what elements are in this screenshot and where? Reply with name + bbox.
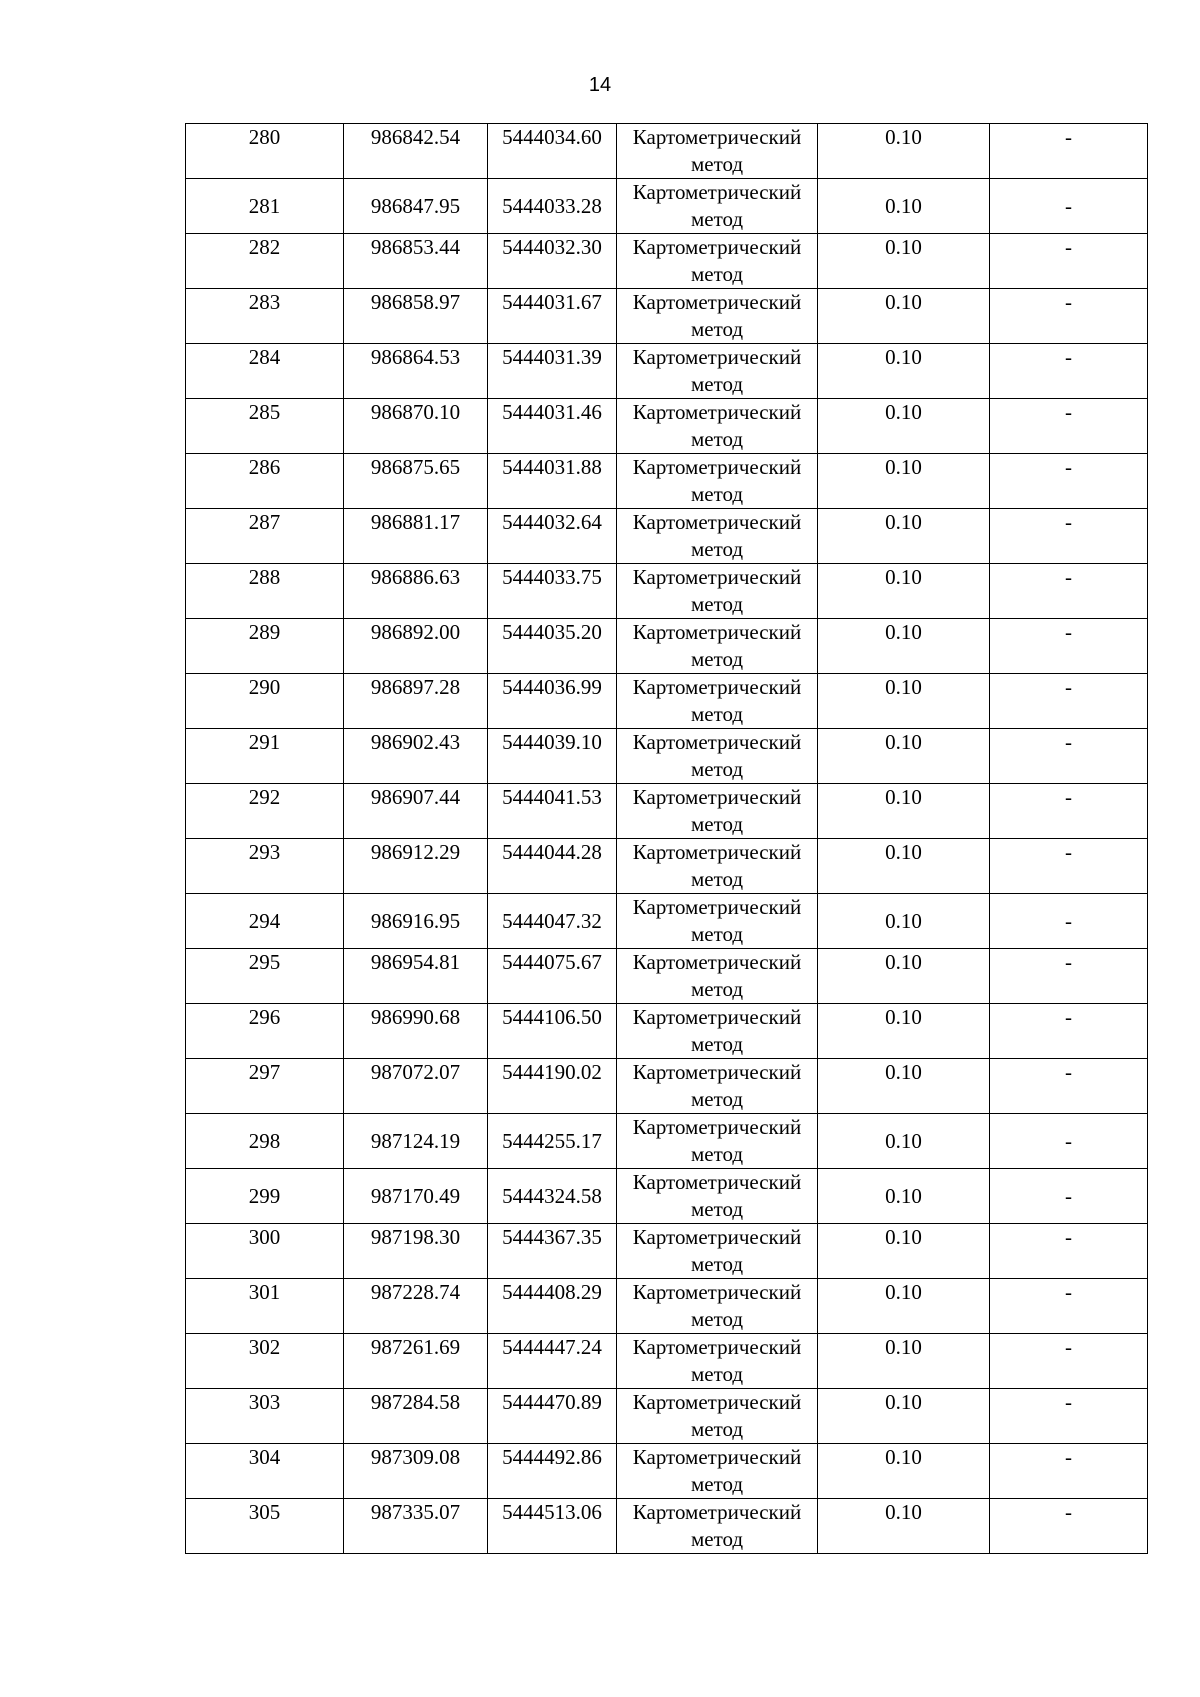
precision-cell: 0.10 [818, 674, 990, 729]
table-row [186, 729, 1148, 784]
table-row [186, 1059, 1148, 1114]
note-cell: - [990, 1224, 1148, 1279]
point-number-cell: 283 [186, 289, 344, 344]
note-cell: - [990, 1169, 1148, 1224]
y-coordinate-cell: 5444047.32 [488, 894, 617, 949]
note-cell: - [990, 234, 1148, 289]
point-number-cell: 282 [186, 234, 344, 289]
table-row [186, 1499, 1148, 1554]
note-cell: - [990, 894, 1148, 949]
table-row [186, 1389, 1148, 1444]
table-row [186, 1004, 1148, 1059]
note-cell: - [990, 1334, 1148, 1389]
method-cell: Картометрический метод [617, 289, 818, 344]
method-cell: Картометрический метод [617, 1444, 818, 1499]
x-coordinate-cell: 986907.44 [344, 784, 488, 839]
precision-cell: 0.10 [818, 1334, 990, 1389]
page-number: 14 [588, 74, 612, 96]
note-cell: - [990, 1114, 1148, 1169]
y-coordinate-cell: 5444106.50 [488, 1004, 617, 1059]
method-cell: Картометрический метод [617, 1114, 818, 1169]
table-row [186, 619, 1148, 674]
method-cell: Картометрический метод [617, 344, 818, 399]
table-row [186, 674, 1148, 729]
point-number-cell: 285 [186, 399, 344, 454]
table-row [186, 564, 1148, 619]
x-coordinate-cell: 987309.08 [344, 1444, 488, 1499]
precision-cell: 0.10 [818, 894, 990, 949]
y-coordinate-cell: 5444031.46 [488, 399, 617, 454]
y-coordinate-cell: 5444035.20 [488, 619, 617, 674]
table-row [186, 509, 1148, 564]
table-row [186, 344, 1148, 399]
y-coordinate-cell: 5444470.89 [488, 1389, 617, 1444]
y-coordinate-cell: 5444044.28 [488, 839, 617, 894]
x-coordinate-cell: 986875.65 [344, 454, 488, 509]
table-row [186, 784, 1148, 839]
note-cell: - [990, 1004, 1148, 1059]
precision-cell: 0.10 [818, 179, 990, 234]
precision-cell: 0.10 [818, 454, 990, 509]
precision-cell: 0.10 [818, 949, 990, 1004]
x-coordinate-cell: 987198.30 [344, 1224, 488, 1279]
y-coordinate-cell: 5444513.06 [488, 1499, 617, 1554]
method-cell: Картометрический метод [617, 1334, 818, 1389]
method-cell: Картометрический метод [617, 1059, 818, 1114]
method-cell: Картометрический метод [617, 949, 818, 1004]
precision-cell: 0.10 [818, 1114, 990, 1169]
table-row [186, 234, 1148, 289]
precision-cell: 0.10 [818, 1389, 990, 1444]
note-cell: - [990, 399, 1148, 454]
x-coordinate-cell: 987124.19 [344, 1114, 488, 1169]
note-cell: - [990, 619, 1148, 674]
precision-cell: 0.10 [818, 289, 990, 344]
precision-cell: 0.10 [818, 399, 990, 454]
method-cell: Картометрический метод [617, 1224, 818, 1279]
note-cell: - [990, 344, 1148, 399]
x-coordinate-cell: 986853.44 [344, 234, 488, 289]
point-number-cell: 302 [186, 1334, 344, 1389]
y-coordinate-cell: 5444367.35 [488, 1224, 617, 1279]
method-cell: Картометрический метод [617, 619, 818, 674]
x-coordinate-cell: 987072.07 [344, 1059, 488, 1114]
x-coordinate-cell: 986858.97 [344, 289, 488, 344]
precision-cell: 0.10 [818, 344, 990, 399]
point-number-cell: 288 [186, 564, 344, 619]
x-coordinate-cell: 986870.10 [344, 399, 488, 454]
y-coordinate-cell: 5444036.99 [488, 674, 617, 729]
note-cell: - [990, 179, 1148, 234]
note-cell: - [990, 949, 1148, 1004]
method-cell: Картометрический метод [617, 1499, 818, 1554]
note-cell: - [990, 839, 1148, 894]
point-number-cell: 287 [186, 509, 344, 564]
point-number-cell: 293 [186, 839, 344, 894]
point-number-cell: 284 [186, 344, 344, 399]
y-coordinate-cell: 5444031.88 [488, 454, 617, 509]
point-number-cell: 295 [186, 949, 344, 1004]
x-coordinate-cell: 987228.74 [344, 1279, 488, 1334]
y-coordinate-cell: 5444031.39 [488, 344, 617, 399]
precision-cell: 0.10 [818, 1004, 990, 1059]
point-number-cell: 290 [186, 674, 344, 729]
note-cell: - [990, 674, 1148, 729]
x-coordinate-cell: 986892.00 [344, 619, 488, 674]
method-cell: Картометрический метод [617, 729, 818, 784]
x-coordinate-cell: 986916.95 [344, 894, 488, 949]
point-number-cell: 280 [186, 124, 344, 179]
method-cell: Картометрический метод [617, 1169, 818, 1224]
y-coordinate-cell: 5444492.86 [488, 1444, 617, 1499]
point-number-cell: 301 [186, 1279, 344, 1334]
precision-cell: 0.10 [818, 1444, 990, 1499]
y-coordinate-cell: 5444075.67 [488, 949, 617, 1004]
y-coordinate-cell: 5444447.24 [488, 1334, 617, 1389]
table-row [186, 1224, 1148, 1279]
point-number-cell: 289 [186, 619, 344, 674]
method-cell: Картометрический метод [617, 124, 818, 179]
x-coordinate-cell: 986990.68 [344, 1004, 488, 1059]
table-row [186, 949, 1148, 1004]
method-cell: Картометрический метод [617, 179, 818, 234]
note-cell: - [990, 1499, 1148, 1554]
note-cell: - [990, 729, 1148, 784]
precision-cell: 0.10 [818, 124, 990, 179]
note-cell: - [990, 564, 1148, 619]
x-coordinate-cell: 986881.17 [344, 509, 488, 564]
point-number-cell: 300 [186, 1224, 344, 1279]
method-cell: Картометрический метод [617, 784, 818, 839]
coordinates-table-body [186, 124, 1148, 1554]
x-coordinate-cell: 986897.28 [344, 674, 488, 729]
method-cell: Картометрический метод [617, 839, 818, 894]
x-coordinate-cell: 986886.63 [344, 564, 488, 619]
y-coordinate-cell: 5444031.67 [488, 289, 617, 344]
table-row [186, 289, 1148, 344]
precision-cell: 0.10 [818, 564, 990, 619]
x-coordinate-cell: 986842.54 [344, 124, 488, 179]
y-coordinate-cell: 5444032.30 [488, 234, 617, 289]
x-coordinate-cell: 986847.95 [344, 179, 488, 234]
note-cell: - [990, 1059, 1148, 1114]
note-cell: - [990, 1389, 1148, 1444]
precision-cell: 0.10 [818, 1059, 990, 1114]
point-number-cell: 297 [186, 1059, 344, 1114]
precision-cell: 0.10 [818, 509, 990, 564]
x-coordinate-cell: 986864.53 [344, 344, 488, 399]
table-row [186, 399, 1148, 454]
y-coordinate-cell: 5444408.29 [488, 1279, 617, 1334]
precision-cell: 0.10 [818, 619, 990, 674]
method-cell: Картометрический метод [617, 1389, 818, 1444]
point-number-cell: 298 [186, 1114, 344, 1169]
table-row [186, 894, 1148, 949]
table-row [186, 454, 1148, 509]
method-cell: Картометрический метод [617, 894, 818, 949]
table-row [186, 839, 1148, 894]
precision-cell: 0.10 [818, 1499, 990, 1554]
method-cell: Картометрический метод [617, 399, 818, 454]
y-coordinate-cell: 5444324.58 [488, 1169, 617, 1224]
point-number-cell: 305 [186, 1499, 344, 1554]
y-coordinate-cell: 5444033.28 [488, 179, 617, 234]
note-cell: - [990, 1444, 1148, 1499]
x-coordinate-cell: 987284.58 [344, 1389, 488, 1444]
point-number-cell: 281 [186, 179, 344, 234]
y-coordinate-cell: 5444255.17 [488, 1114, 617, 1169]
note-cell: - [990, 454, 1148, 509]
x-coordinate-cell: 987335.07 [344, 1499, 488, 1554]
point-number-cell: 304 [186, 1444, 344, 1499]
precision-cell: 0.10 [818, 1224, 990, 1279]
table-row [186, 179, 1148, 234]
method-cell: Картометрический метод [617, 674, 818, 729]
method-cell: Картометрический метод [617, 509, 818, 564]
table-row [186, 1444, 1148, 1499]
point-number-cell: 286 [186, 454, 344, 509]
x-coordinate-cell: 987170.49 [344, 1169, 488, 1224]
method-cell: Картометрический метод [617, 1004, 818, 1059]
point-number-cell: 291 [186, 729, 344, 784]
y-coordinate-cell: 5444039.10 [488, 729, 617, 784]
point-number-cell: 299 [186, 1169, 344, 1224]
note-cell: - [990, 509, 1148, 564]
x-coordinate-cell: 987261.69 [344, 1334, 488, 1389]
x-coordinate-cell: 986954.81 [344, 949, 488, 1004]
method-cell: Картометрический метод [617, 234, 818, 289]
y-coordinate-cell: 5444190.02 [488, 1059, 617, 1114]
table-row [186, 1279, 1148, 1334]
method-cell: Картометрический метод [617, 1279, 818, 1334]
table-row [186, 1169, 1148, 1224]
method-cell: Картометрический метод [617, 454, 818, 509]
point-number-cell: 292 [186, 784, 344, 839]
precision-cell: 0.10 [818, 1169, 990, 1224]
precision-cell: 0.10 [818, 839, 990, 894]
note-cell: - [990, 1279, 1148, 1334]
method-cell: Картометрический метод [617, 564, 818, 619]
table-row [186, 1114, 1148, 1169]
note-cell: - [990, 124, 1148, 179]
y-coordinate-cell: 5444034.60 [488, 124, 617, 179]
precision-cell: 0.10 [818, 784, 990, 839]
precision-cell: 0.10 [818, 729, 990, 784]
point-number-cell: 303 [186, 1389, 344, 1444]
y-coordinate-cell: 5444032.64 [488, 509, 617, 564]
precision-cell: 0.10 [818, 1279, 990, 1334]
note-cell: - [990, 289, 1148, 344]
y-coordinate-cell: 5444041.53 [488, 784, 617, 839]
coordinates-table [185, 123, 1148, 1554]
x-coordinate-cell: 986902.43 [344, 729, 488, 784]
table-row [186, 1334, 1148, 1389]
point-number-cell: 294 [186, 894, 344, 949]
y-coordinate-cell: 5444033.75 [488, 564, 617, 619]
point-number-cell: 296 [186, 1004, 344, 1059]
x-coordinate-cell: 986912.29 [344, 839, 488, 894]
note-cell: - [990, 784, 1148, 839]
table-row [186, 124, 1148, 179]
precision-cell: 0.10 [818, 234, 990, 289]
